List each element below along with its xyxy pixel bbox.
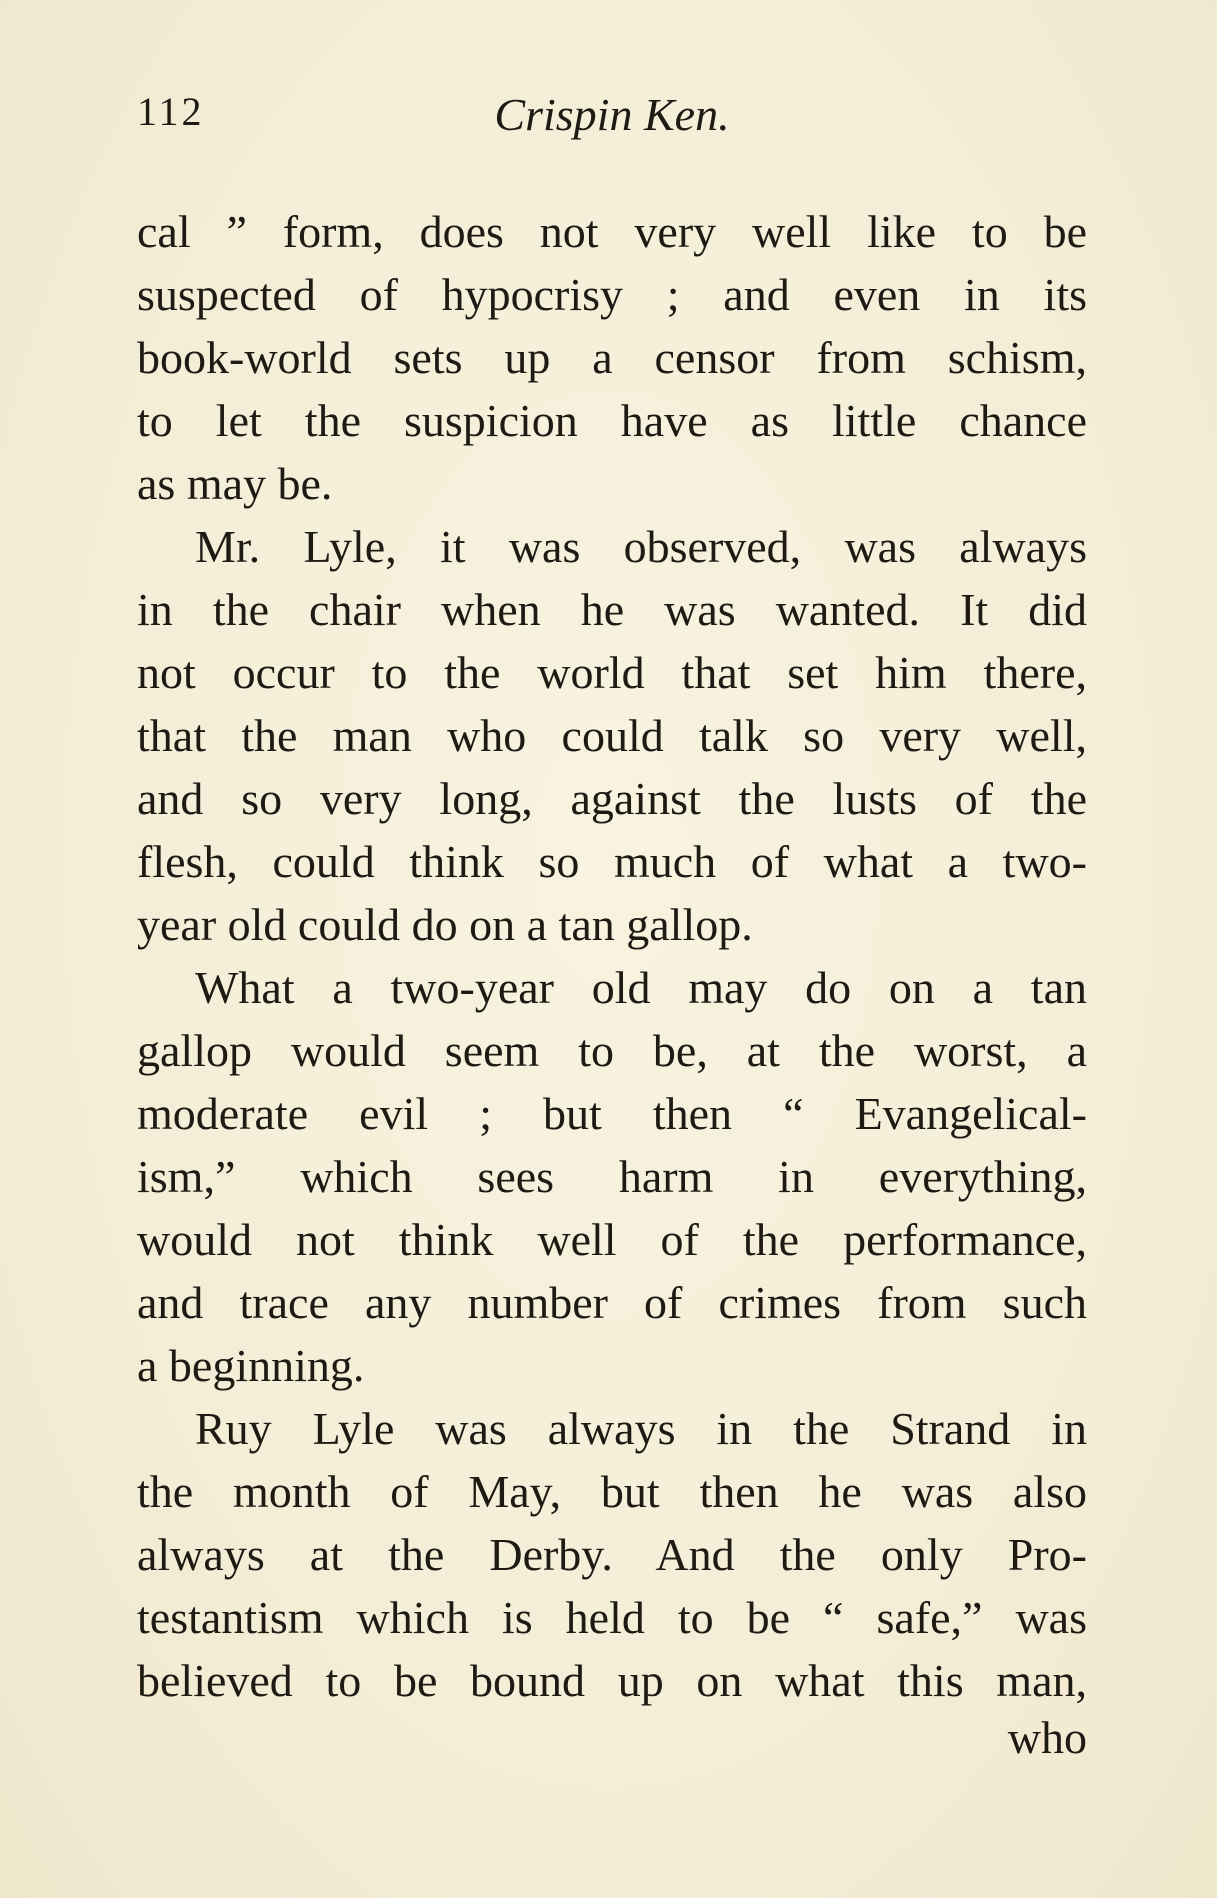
text-line: flesh, could think so much of what a two- <box>137 836 1087 887</box>
text-line: moderate evil ; but then “ Evangelical- <box>137 1088 1087 1139</box>
text-line: suspected of hypocrisy ; and even in its <box>137 269 1087 320</box>
text-line: gallop would seem to be, at the worst, a <box>137 1025 1087 1076</box>
text-line: the month of May, but then he was also <box>137 1466 1087 1517</box>
running-title: Crispin Ken. <box>494 89 730 140</box>
text-line: year old could do on a tan gallop. <box>137 899 753 950</box>
text-line: Ruy Lyle was always in the Strand in <box>195 1403 1087 1454</box>
text-line: always at the Derby. And the only Pro- <box>137 1529 1087 1580</box>
text-line: and trace any number of crimes from such <box>137 1277 1087 1328</box>
page-header <box>137 88 1087 148</box>
text-line: cal ” form, does not very well like to be <box>137 206 1087 257</box>
text-line: ism,” which sees harm in everything, <box>137 1151 1087 1202</box>
text-line: that the man who could talk so very well, <box>137 710 1087 761</box>
body-text <box>137 200 1087 1712</box>
text-line: and so very long, against the lusts of the <box>137 773 1087 824</box>
catchword: who <box>1007 1712 1087 1763</box>
text-line: as may be. <box>137 458 333 509</box>
text-line: believed to be bound up on what this man, <box>137 1655 1087 1706</box>
text-line: in the chair when he was wanted. It did <box>137 584 1087 635</box>
text-line: to let the suspicion have as little chance <box>137 395 1087 446</box>
text-line: What a two-year old may do on a tan <box>195 962 1087 1013</box>
text-line: not occur to the world that set him there, <box>137 647 1087 698</box>
text-line: would not think well of the performance, <box>137 1214 1087 1265</box>
text-line: book-world sets up a censor from schism, <box>137 332 1087 383</box>
text-line: testantism which is held to be “ safe,” was <box>137 1592 1087 1643</box>
text-line: Mr. Lyle, it was observed, was always <box>195 521 1087 572</box>
text-line: a beginning. <box>137 1340 365 1391</box>
page-number: 112 <box>137 89 205 134</box>
